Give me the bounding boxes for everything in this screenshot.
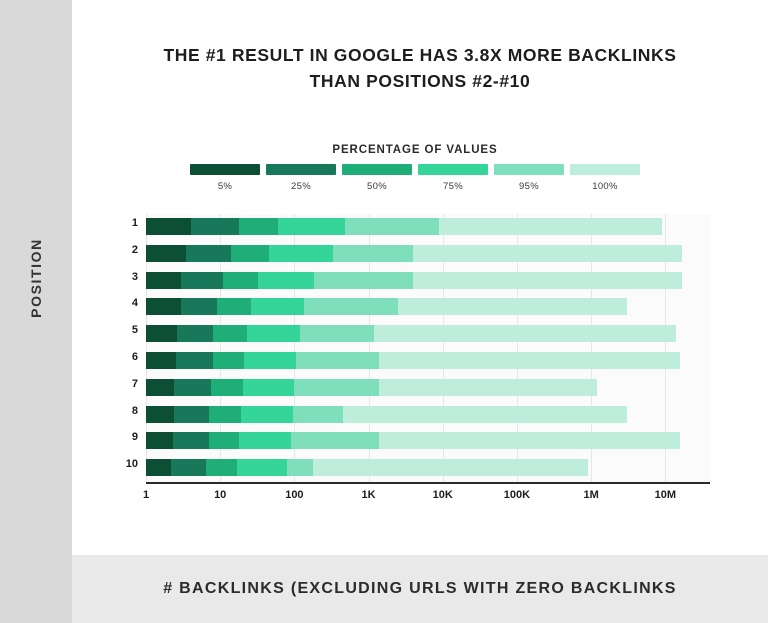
legend-item	[266, 164, 336, 192]
bar-segment	[217, 298, 251, 315]
bar-segment	[223, 272, 257, 289]
y-tick-labels	[96, 214, 138, 482]
bar-segment	[294, 379, 379, 396]
bar-segment	[146, 406, 174, 423]
bar-segment	[211, 379, 243, 396]
bar-segment	[439, 218, 662, 235]
bar-segment	[239, 432, 291, 449]
y-tick-label: 6	[131, 351, 138, 363]
bar-segment	[269, 245, 333, 262]
bar-segment	[171, 459, 206, 476]
bar-segment	[379, 379, 597, 396]
bar-segment	[181, 298, 216, 315]
y-tick-label: 3	[131, 270, 138, 283]
bar-segment	[413, 272, 682, 289]
y-tick-label: 2	[131, 243, 138, 256]
bar-segment	[300, 325, 374, 342]
bar-segment	[343, 406, 627, 423]
bar-row	[146, 432, 710, 449]
bar-segment	[243, 379, 295, 396]
legend-label: 75%	[443, 181, 463, 192]
legend-item	[342, 164, 412, 192]
x-tick-label: 10M	[654, 489, 677, 501]
y-tick-label: 5	[131, 324, 138, 337]
bar-row	[146, 245, 710, 262]
y-tick-label: 9	[131, 431, 138, 444]
bar-row	[146, 218, 710, 235]
x-tick-label: 10K	[432, 489, 453, 501]
x-tick-label: 1	[142, 489, 150, 501]
x-tick-labels	[142, 489, 710, 509]
bar-segment	[181, 272, 223, 289]
legend-color-swatch	[418, 164, 488, 175]
bar-segment	[293, 406, 343, 423]
legend-label: 95%	[519, 181, 539, 192]
legend	[190, 144, 640, 192]
x-axis-title	[72, 555, 768, 623]
bar-segment	[314, 272, 413, 289]
bar-segment	[251, 298, 304, 315]
bar-segment	[146, 218, 191, 235]
bar-segment	[413, 245, 682, 262]
bar-segment	[174, 379, 211, 396]
x-tick-label: 10	[214, 489, 227, 501]
x-tick-label: 1M	[583, 489, 599, 501]
y-tick-label: 1	[131, 217, 138, 229]
y-axis-title-text: POSITION	[28, 237, 45, 318]
legend-label: 50%	[367, 181, 387, 192]
chart-title	[100, 42, 740, 94]
y-tick-label: 7	[131, 377, 138, 390]
x-tick-label: 100	[285, 489, 304, 501]
bar-segment	[278, 218, 345, 235]
y-tick-label: 4	[131, 297, 138, 310]
bar-segment	[345, 218, 439, 235]
legend-color-swatch	[494, 164, 564, 175]
plot-area	[146, 214, 710, 482]
bar-row	[146, 406, 710, 423]
bar-segment	[146, 352, 176, 369]
bar-row	[146, 459, 710, 476]
bar-segment	[146, 379, 174, 396]
bar-segment	[146, 432, 173, 449]
y-axis-title	[0, 0, 72, 555]
chart-title-line-2: THAN POSITIONS #2-#10	[309, 71, 531, 91]
legend-color-swatch	[570, 164, 640, 175]
bar-segment	[237, 459, 287, 476]
bar-segment	[191, 218, 239, 235]
bar-segment	[241, 406, 293, 423]
bar-segment	[304, 298, 398, 315]
legend-label: 100%	[592, 181, 618, 192]
bar-segment	[146, 459, 171, 476]
bar-segment	[333, 245, 413, 262]
legend-item	[494, 164, 564, 192]
bar-segment	[398, 298, 626, 315]
legend-item	[190, 164, 260, 192]
bar-row	[146, 325, 710, 342]
bar-segment	[291, 432, 379, 449]
legend-color-swatch	[342, 164, 412, 175]
bar-segment	[213, 325, 247, 342]
bar-segment	[206, 459, 237, 476]
bar-segment	[176, 352, 213, 369]
bar-segment	[209, 406, 241, 423]
x-tick-label: 1K	[361, 489, 376, 501]
bar-segment	[247, 325, 300, 342]
y-tick-label: 10	[125, 458, 138, 471]
x-tick-label: 100K	[503, 489, 531, 501]
legend-label: 5%	[217, 181, 233, 192]
legend-swatches	[190, 164, 640, 192]
bar-segment	[244, 352, 296, 369]
legend-item	[570, 164, 640, 192]
legend-label: 25%	[291, 181, 311, 192]
bar-segment	[209, 432, 239, 449]
bar-segment	[239, 218, 278, 235]
x-axis-title-text: # BACKLINKS (EXCLUDING URLS WITH ZERO BACKLINKS	[163, 580, 677, 597]
bar-segment	[146, 325, 177, 342]
bar-segment	[213, 352, 244, 369]
y-tick-label: 8	[131, 404, 138, 417]
legend-color-swatch	[266, 164, 336, 175]
bar-segment	[186, 245, 231, 262]
bar-row	[146, 272, 710, 289]
bar-segment	[287, 459, 313, 476]
bar-row	[146, 379, 710, 396]
bar-segment	[379, 432, 680, 449]
corner-band	[0, 555, 72, 623]
bar-segment	[379, 352, 680, 369]
bar-segment	[146, 245, 186, 262]
bar-segment	[177, 325, 213, 342]
bar-segment	[258, 272, 315, 289]
bar-segment	[231, 245, 269, 262]
bar-segment	[296, 352, 379, 369]
legend-item	[418, 164, 488, 192]
legend-title: PERCENTAGE OF VALUES	[332, 144, 498, 156]
legend-color-swatch	[190, 164, 260, 175]
bar-segment	[313, 459, 587, 476]
bar-segment	[174, 406, 208, 423]
bar-segment	[146, 298, 181, 315]
bar-segment	[173, 432, 209, 449]
bar-row	[146, 298, 710, 315]
chart-title-line-1: THE #1 RESULT IN GOOGLE HAS 3.8X MORE BACKLINKS	[163, 45, 677, 65]
bar-segment	[374, 325, 676, 342]
bar-segment	[146, 272, 181, 289]
x-axis-line	[146, 482, 710, 484]
bar-row	[146, 352, 710, 369]
